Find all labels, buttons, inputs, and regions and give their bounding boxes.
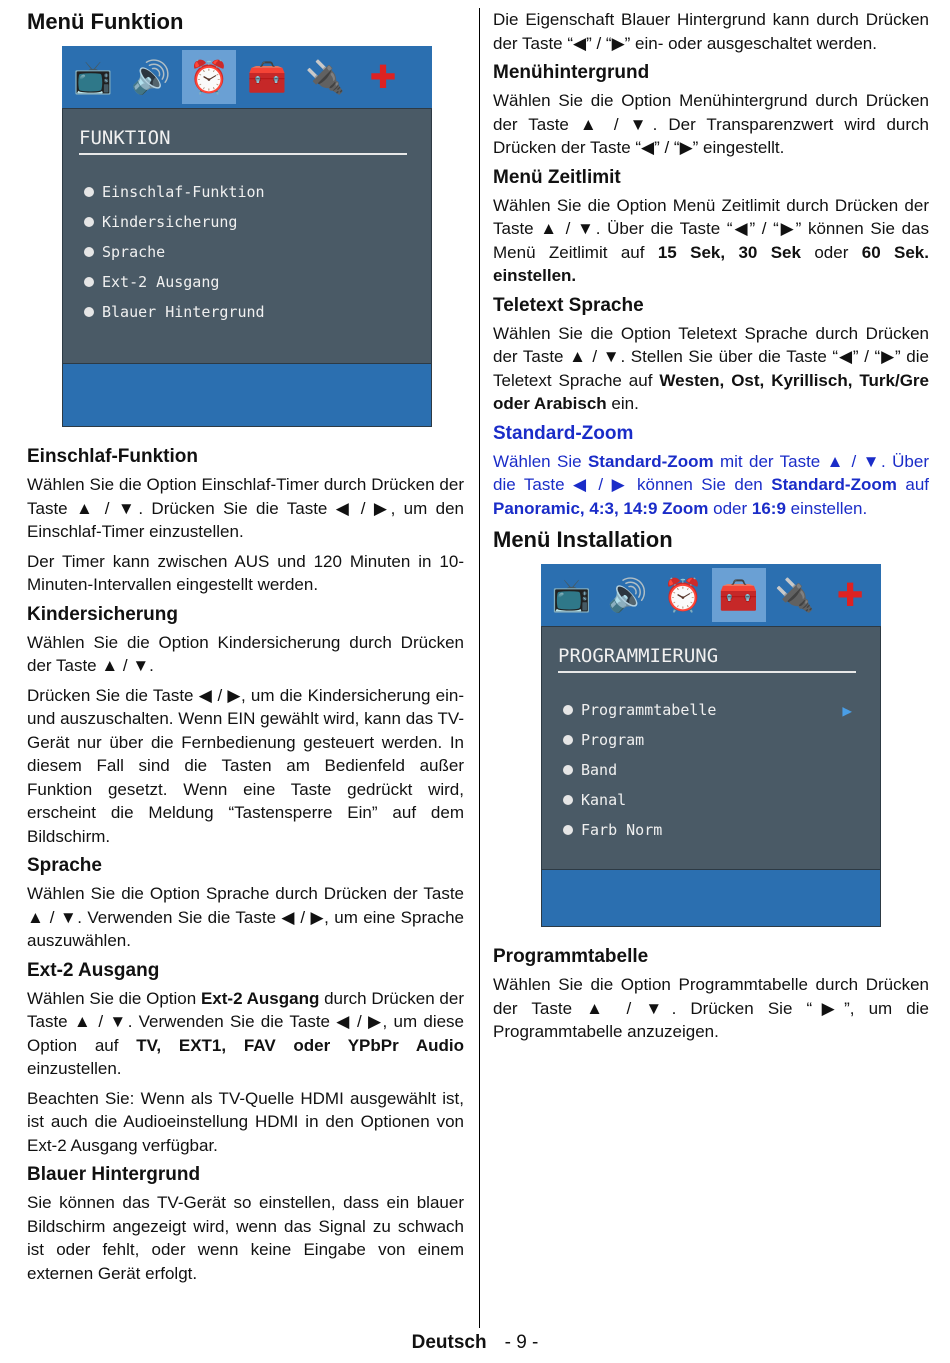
paragraph: Wählen Sie die Option Ext-2 Ausgang durch Drücken der Taste ▲ / ▼. Verwenden Sie die Taste ◀ / ▶, um diese Option auf TV, EXT1, FAV oder YPbPr Audio einzustellen. [27,988,464,1078]
paragraph: Beachten Sie: Wenn als TV-Quelle HDMI ausgewählt ist, ist auch die Audioeinstellung HDMI in den Optionen von Ext-2 Ausgang verfügbar. [27,1088,464,1155]
section-heading: Teletext Sprache [493,294,644,316]
right-column [493,8,929,1050]
section-heading: Programmtabelle [493,946,649,967]
panel-title: FUNKTION [79,127,407,155]
alarm-clock-icon[interactable]: ⏰ [182,50,236,104]
bullet-icon [84,307,94,317]
bullet-icon [84,217,94,227]
page-footer [0,1332,950,1354]
menu-item[interactable]: Kanal [558,785,856,815]
tv-picture-icon[interactable]: 📺 [73,59,113,95]
section-heading: Menü Zeitlimit [493,166,621,188]
paragraph: Wählen Sie die Option Einschlaf-Timer durch Drücken der Taste ▲ / ▼. Drücken Sie die Taste ◀ / ▶, um den Einschlaf-Timer einzustellen. [27,475,464,541]
bullet-icon [563,795,573,805]
menu-item[interactable]: Programmtabelle ▶ [558,695,856,725]
bullet-icon [84,247,94,257]
menu-item[interactable]: Program [558,725,856,755]
menu-item[interactable]: Einschlaf-Funktion [79,177,407,207]
menu-installation-title: Menü Installation [493,527,673,552]
paragraph: Der Timer kann zwischen AUS und 120 Minuten in 10-Minuten-Intervallen eingestellt werden. [27,551,464,594]
bullet-icon [563,765,573,775]
section-heading-standard-zoom: Standard-Zoom [493,422,634,444]
bullet-icon [84,277,94,287]
section-heading: Einschlaf-Funktion [27,446,198,467]
paragraph: Wählen Sie die Option Teletext Sprache durch Drücken der Taste ▲ / ▼. Stellen Sie über die Taste “◀” / “▶” die Teletext Sprache auf Westen, Ost, Kyrillisch, Turk/Gre oder Arabisch ein. [493,323,929,413]
bullet-icon [563,735,573,745]
paragraph: Wählen Sie die Option Menühintergrund durch Drücken der Taste ▲ / ▼. Der Transparenzwert wird durch Drücken der Taste “◀” / “▶” eingestellt. [493,91,929,157]
source-cross-icon[interactable]: ✚ [836,577,864,613]
menu-funktion-title: Menü Funktion [27,9,184,34]
menu-icon-bar [541,564,881,626]
bullet-icon [563,705,573,715]
menu-item[interactable]: Sprache [79,237,407,267]
menu-item[interactable]: Blauer Hintergrund [79,297,407,327]
section-heading: Sprache [27,855,102,876]
menu-item[interactable]: Ext-2 Ausgang [79,267,407,297]
section-heading: Blauer Hintergrund [27,1164,201,1185]
panel-footer-bar [62,364,432,427]
alarm-clock-icon[interactable]: ⏰ [663,577,704,613]
installation-menu-screenshot [541,564,881,927]
paragraph: Wählen Sie die Option Menü Zeitlimit durch Drücken der Taste ▲ / ▼. Über die Taste “◀” / “▶” können Sie das Menü Zeitlimit auf 15 Sek, 30 Sek oder 60 Sek. einstellen. [493,195,929,285]
section-heading: Menühintergrund [493,62,650,83]
panel-title: PROGRAMMIERUNG [558,645,856,673]
cable-plug-icon[interactable]: 🔌 [305,59,345,95]
left-column [27,8,464,1291]
paragraph: Wählen Sie die Option Sprache durch Drücken der Taste ▲ / ▼. Verwenden Sie die Taste ◀ / ▶, um eine Sprache auszuwählen. [27,884,464,950]
paragraph: Wählen Sie die Option Programmtabelle durch Drücken der Taste ▲ / ▼. Drücken Sie “▶”, um die Programmtabelle anzuzeigen. [493,975,929,1041]
paragraph: Die Eigenschaft Blauer Hintergrund kann durch Drücken der Taste “◀” / “▶” ein- oder ausgeschaltet werden. [493,10,929,53]
page-number: - 9 - [504,1332,539,1353]
programmierung-panel [541,626,881,870]
paragraph: Wählen Sie die Option Kindersicherung durch Drücken der Taste ▲ / ▼. [27,632,464,675]
paragraph: Wählen Sie Standard-Zoom mit der Taste ▲ / ▼. Über die Taste ◀ / ▶ können Sie den Standard-Zoom auf Panoramic, 4:3, 14:9 Zoom oder 16:9 einstellen. [493,451,930,518]
toolbox-icon[interactable]: 🧰 [247,59,287,95]
toolbox-icon[interactable]: 🧰 [712,568,766,622]
paragraph: Sie können das TV-Gerät so einstellen, dass ein blauer Bildschirm angezeigt wird, wenn das Signal zu schwach ist oder fehlt, oder wenn keine Eingabe von einem externen Gerät erfolgt. [27,1193,464,1283]
menu-item[interactable]: Band [558,755,856,785]
funktion-menu-screenshot [62,46,432,427]
bullet-icon [84,187,94,197]
arrow-right-icon: ▶ [842,700,852,720]
funktion-panel [62,108,432,364]
menu-item[interactable]: Kindersicherung [79,207,407,237]
section-heading: Ext-2 Ausgang [27,959,160,981]
tv-picture-icon[interactable]: 📺 [551,577,592,613]
column-divider [479,8,480,1328]
panel-footer-bar [541,870,881,927]
cable-plug-icon[interactable]: 🔌 [774,577,815,613]
speaker-icon[interactable]: 🔊 [607,577,648,613]
paragraph: Drücken Sie die Taste ◀ / ▶, um die Kindersicherung ein- und auszuschalten. Wenn EIN gewählt wird, kann das TV-Gerät nur über die Fernbedienung gesteuert werden. In diesem Fall sind die Tasten am Bedienfeld außer Funktion gesetzt. Wenn eine Taste gedrückt wird, erscheint die Meldung “Tastensperre Ein” auf dem Bildschirm. [27,685,464,846]
menu-item[interactable]: Farb Norm [558,815,856,845]
menu-icon-bar [62,46,432,108]
source-cross-icon[interactable]: ✚ [369,59,397,95]
bullet-icon [563,825,573,835]
section-heading: Kindersicherung [27,603,178,625]
footer-language: Deutsch [411,1332,487,1353]
speaker-icon[interactable]: 🔊 [131,59,171,95]
